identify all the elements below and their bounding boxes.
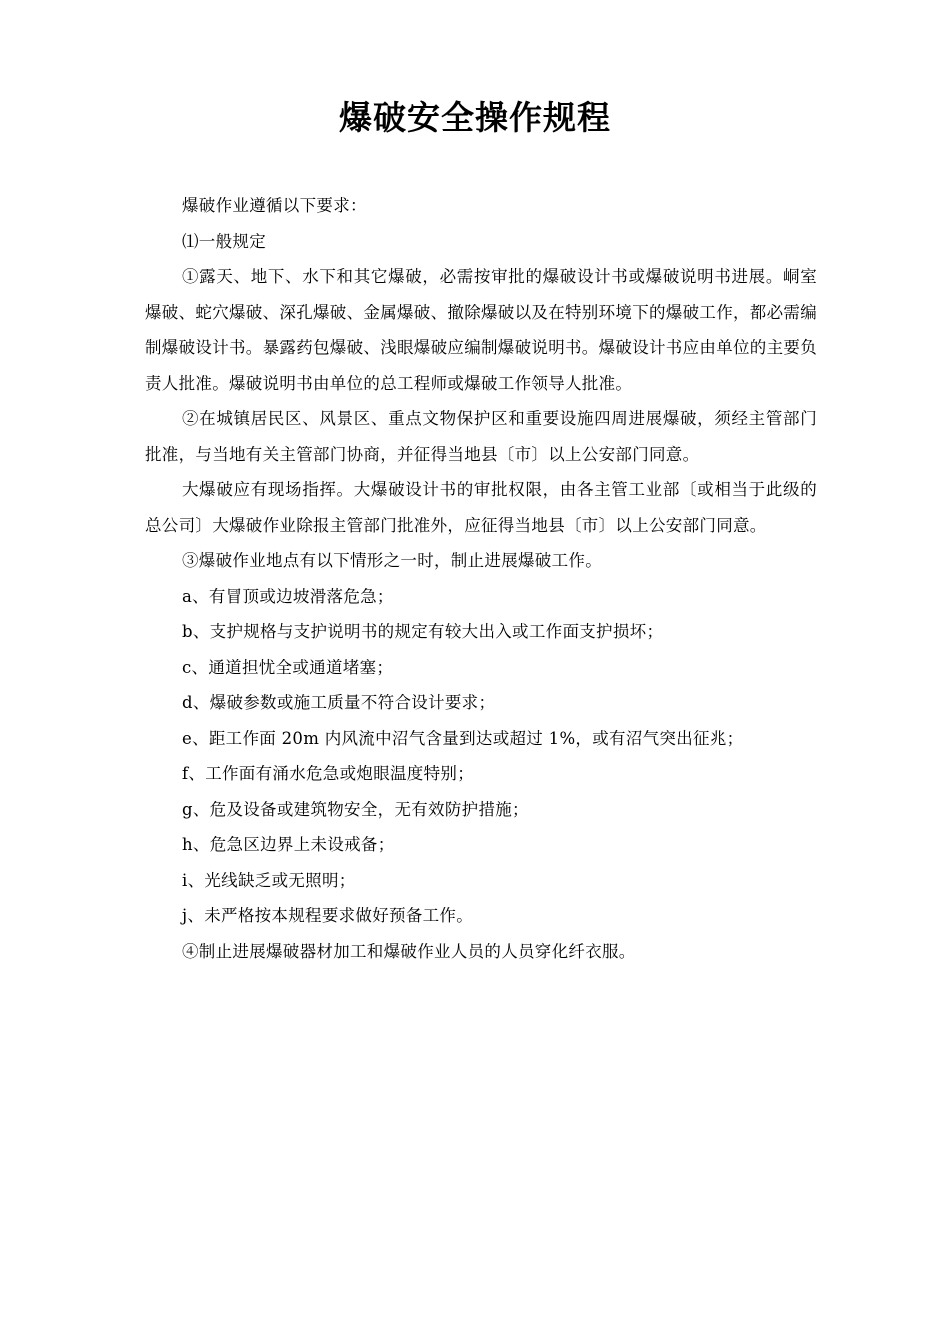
- paragraph-rule-3: ③爆破作业地点有以下情形之一时，制止进展爆破工作。: [182, 551, 602, 570]
- list-item-f: f、工作面有涌水危急或炮眼温度特别；: [182, 764, 475, 783]
- document-title: 爆破安全操作规程: [339, 98, 611, 137]
- paragraph-rule-1: ①露天、地下、水下和其它爆破，必需按审批的爆破设计书或爆破说明书进展。峒室爆破、蛇穴爆破、深孔爆破、金属爆破、撤除爆破以及在特别环境下的爆破工作，都必需编制爆破设计书。暴露药包爆破、浅眼爆破应编制爆破说明书。爆破设计书应由单位的主要负责人批准。爆破说明书由单位的总工程师或爆破工作领导人批准。: [145, 267, 817, 393]
- document-body: [145, 188, 817, 969]
- list-item-j: j、未严格按本规程要求做好预备工作。: [182, 906, 474, 925]
- section-heading-general: ⑴一般规定: [182, 231, 266, 251]
- list-item-e: e、距工作面 20m 内风流中沼气含量到达或超过 1%，或有沼气突出征兆；: [182, 728, 744, 748]
- list-item-h: h、危急区边界上未设戒备；: [182, 835, 395, 854]
- paragraph-intro: 爆破作业遵循以下要求：: [182, 196, 367, 215]
- paragraph-rule-2: ②在城镇居民区、风景区、重点文物保护区和重要设施四周进展爆破，须经主管部门批准，与当地有关主管部门协商，并征得当地县〔市〕以上公安部门同意。: [145, 409, 817, 464]
- list-item-g: g、危及设备或建筑物安全，无有效防护措施；: [182, 799, 529, 819]
- paragraph-large-blasting: 大爆破应有现场指挥。大爆破设计书的审批权限，由各主管工业部〔或相当于此级的总公司〕大爆破作业除报主管部门批准外，应征得当地县〔市〕以上公安部门同意。: [145, 480, 817, 535]
- list-item-a: a、有冒顶或边坡滑落危急；: [182, 586, 394, 606]
- list-item-i: i、光线缺乏或无照明；: [182, 870, 356, 890]
- list-item-c: c、通道担忧全或通道堵塞；: [182, 657, 394, 677]
- list-item-d: d、爆破参数或施工质量不符合设计要求；: [182, 693, 496, 712]
- list-item-b: b、支护规格与支护说明书的规定有较大出入或工作面支护损坏；: [182, 622, 664, 641]
- paragraph-rule-4: ④制止进展爆破器材加工和爆破作业人员的人员穿化纤衣服。: [182, 941, 636, 961]
